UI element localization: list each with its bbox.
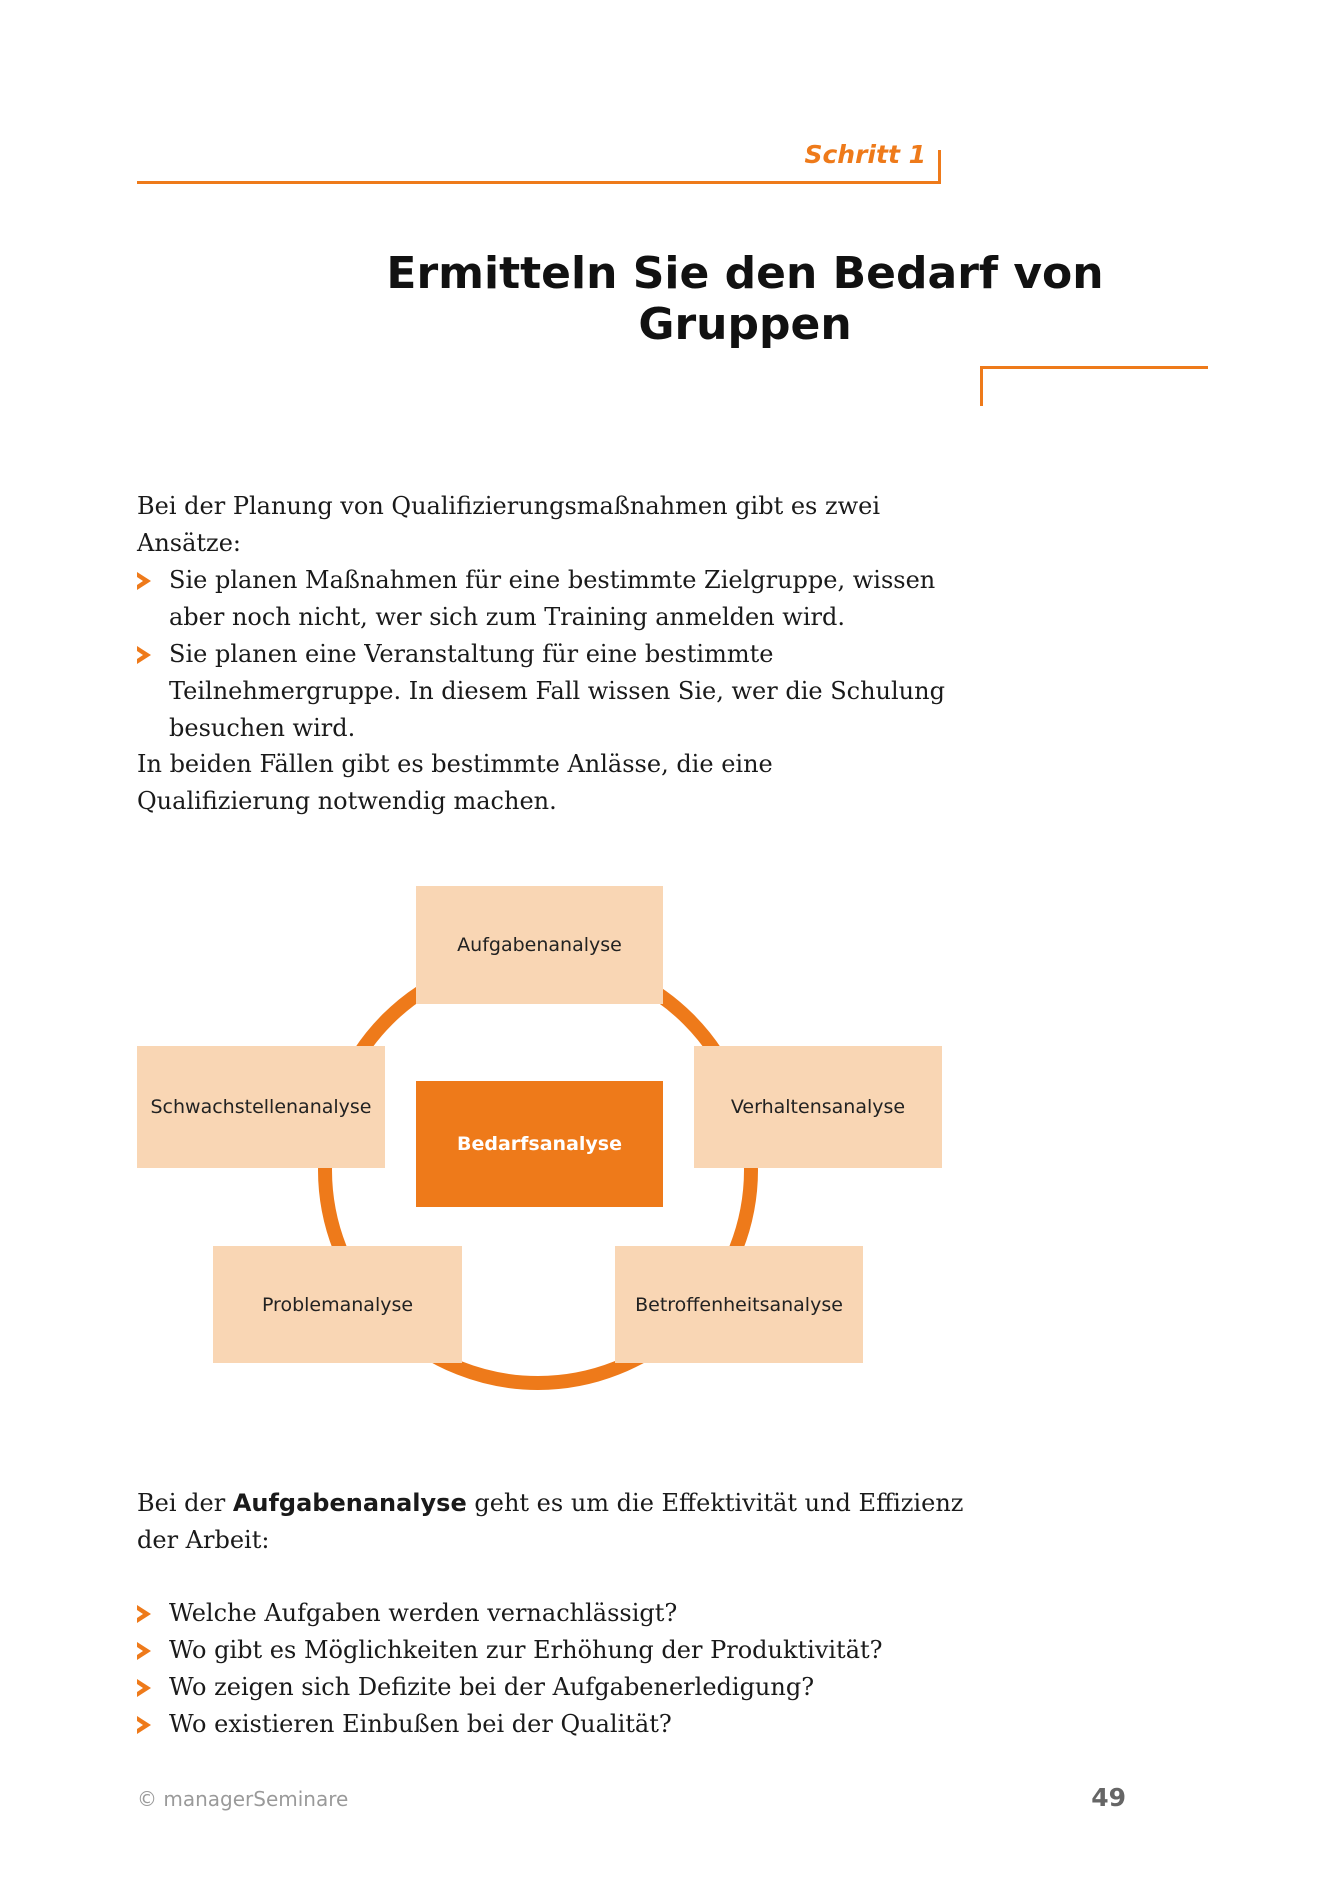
list-item-text: Wo existieren Einbußen bei der Qualität? xyxy=(169,1710,672,1738)
aufgaben-question-list xyxy=(137,1595,977,1743)
chevron-right-icon xyxy=(137,1605,151,1623)
list-item-text: Wo gibt es Möglichkeiten zur Erhöhung der Produktivität? xyxy=(169,1636,883,1664)
node-bedarfsanalyse xyxy=(416,1081,663,1207)
node-problemanalyse xyxy=(213,1246,462,1363)
chevron-right-icon xyxy=(137,1642,151,1660)
chevron-right-icon xyxy=(137,646,151,664)
node-label: Problemanalyse xyxy=(261,1293,414,1316)
header-rule-tick xyxy=(938,150,941,184)
aufgaben-suffix: geht es um die Effektivität und Effizienz der Arbeit: xyxy=(137,1489,964,1554)
chevron-right-icon xyxy=(137,572,151,590)
list-item-text: Wo zeigen sich Defizite bei der Aufgabenerledigung? xyxy=(169,1673,815,1701)
list-item xyxy=(137,1706,977,1743)
node-label: Aufgabenanalyse xyxy=(457,934,622,956)
list-item-text: Welche Aufgaben werden vernachlässigt? xyxy=(169,1599,678,1627)
intro-bullet-list xyxy=(137,562,957,747)
node-betroffenheitsanalyse xyxy=(615,1246,863,1363)
intro-paragraph: Bei der Planung von Qualifizierungsmaßnahmen gibt es zwei Ansätze: xyxy=(137,492,881,557)
center-label: Bedarfsanalyse xyxy=(457,1133,622,1155)
node-label: Verhaltensanalyse xyxy=(730,1096,906,1118)
step-label: Schritt 1 xyxy=(804,140,926,169)
list-item xyxy=(137,636,957,747)
node-aufgabenanalyse xyxy=(416,886,663,1004)
chevron-right-icon xyxy=(137,1716,151,1734)
list-item-text: Sie planen Maßnahmen für eine bestimmte Zielgruppe, wissen aber noch nicht, wer sich zum Training anmelden wird. xyxy=(169,566,936,631)
node-label: Betroffenheitsanalyse xyxy=(635,1293,843,1316)
copyright-text: © managerSeminare xyxy=(137,1787,349,1811)
node-schwachstellenanalyse xyxy=(137,1046,385,1168)
chevron-right-icon xyxy=(137,1679,151,1697)
needs-analysis-diagram xyxy=(0,870,1320,1390)
corner-rule xyxy=(980,366,1208,369)
aufgaben-term: Aufgabenanalyse xyxy=(232,1489,467,1517)
list-item xyxy=(137,562,957,636)
page-number: 49 xyxy=(1091,1783,1126,1812)
list-item xyxy=(137,1595,977,1632)
aufgaben-prefix: Bei der xyxy=(137,1489,233,1517)
closing-paragraph: In beiden Fällen gibt es bestimmte Anlässe, die eine Qualifizierung notwendig machen. xyxy=(137,750,773,815)
node-verhaltensanalyse xyxy=(694,1046,942,1168)
list-item-text: Sie planen eine Veranstaltung für eine bestimmte Teilnehmergruppe. In diesem Fall wissen Sie, wer die Schulung besuchen wird. xyxy=(169,640,945,742)
page-title: Ermitteln Sie den Bedarf von Gruppen xyxy=(386,248,1104,350)
header-rule xyxy=(137,181,940,184)
aufgaben-paragraph xyxy=(137,1485,977,1559)
list-item xyxy=(137,1632,977,1669)
corner-rule-tick xyxy=(980,366,983,406)
node-label: Schwachstellenanalyse xyxy=(150,1096,372,1118)
list-item xyxy=(137,1669,977,1706)
